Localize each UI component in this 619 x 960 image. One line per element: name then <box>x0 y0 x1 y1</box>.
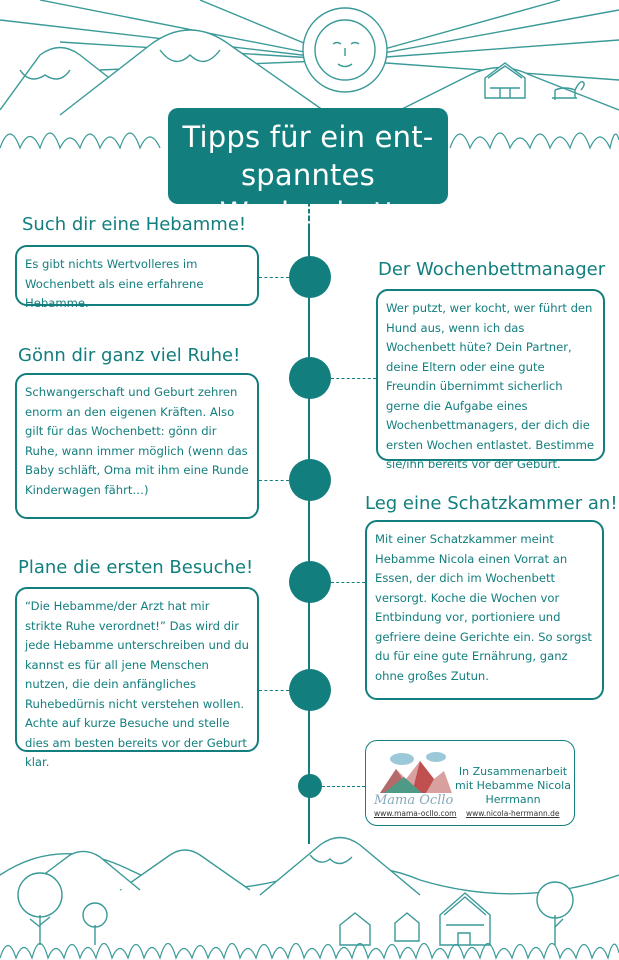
connector-line <box>331 582 365 583</box>
timeline-dot <box>289 357 331 399</box>
section-card-wochenbettmanager: Wer putzt, wer kocht, wer führt den Hund aus, wenn ich das Wochenbett hüte? Dein Partner, deine Eltern oder eine gute Freundin übernimmt sicherlich gerne die Aufgabe eines Wochenbettmanagers, der dich die ersten Wochen entlastet. Bestimme sie/ihn bereits vor der Geburt. <box>376 289 605 461</box>
section-card-besuche: “Die Hebamme/der Arzt hat mir strikte Ruhe verordnet!” Das wird dir jede Hebamme unterschreiben und du kannst es für all jene Menschen nutzen, die dein anfängliches Ruhebedürnis nicht verstehen wollen. Achte auf kurze Besuche und stelle dies am besten bereits vor der Geburt klar. <box>15 587 259 752</box>
connector-line <box>322 786 365 787</box>
footer-landscape-illustration <box>0 815 619 960</box>
timeline-dot <box>289 561 331 603</box>
timeline-dot <box>289 669 331 711</box>
connector-line <box>259 690 289 691</box>
timeline-line <box>308 204 310 844</box>
title-line-2: spanntes Wochenbett <box>219 158 397 230</box>
mama-ocllo-brand: Mama Ocllo <box>374 793 454 808</box>
section-card-ruhe: Schwangerschaft und Geburt zehren enorm an den eigenen Kräften. Also gilt für das Wochenbett: gönn dir Ruhe, wann immer möglich (wenn das Baby schläft, Oma mit ihm eine Runde Kinderwagen fährt…) <box>15 373 259 519</box>
mama-ocllo-link[interactable]: www.mama-ocllo.com <box>374 809 457 818</box>
title-line-1: Tipps für ein ent- <box>182 120 434 154</box>
section-heading-hebamme: Such dir eine Hebamme! <box>22 214 247 235</box>
section-heading-wochenbettmanager: Der Wochenbettmanager <box>378 259 606 280</box>
mama-ocllo-logo-icon <box>374 749 454 797</box>
section-heading-besuche: Plane die ersten Besuche! <box>18 557 254 578</box>
connector-line <box>331 378 376 379</box>
section-card-hebamme: Es gibt nichts Wertvolleres im Wochenbett als eine erfahrene Hebamme. <box>15 245 259 306</box>
timeline-dot <box>289 459 331 501</box>
section-heading-schatzkammer: Leg eine Schatzkammer an! <box>365 493 618 514</box>
credit-box <box>365 740 575 826</box>
title-banner <box>168 108 448 230</box>
timeline-dot <box>289 256 331 298</box>
timeline-dot <box>298 774 322 798</box>
connector-line <box>259 277 289 278</box>
connector-line <box>259 480 289 481</box>
credit-text: In Zusammenarbeit mit Hebamme Nicola Herrmann <box>455 765 571 806</box>
nicola-herrmann-link[interactable]: www.nicola-herrmann.de <box>466 809 560 818</box>
section-card-schatzkammer: Mit einer Schatzkammer meint Hebamme Nicola einen Vorrat an Essen, der dich im Wochenbett versorgt. Koche die Wochen vor Entbindung vor, portioniere und gefriere deine Gerichte ein. So sorgst du für eine gute Ernährung, ganz ohne großes Zutun. <box>365 520 604 700</box>
section-heading-ruhe: Gönn dir ganz viel Ruhe! <box>18 345 241 366</box>
